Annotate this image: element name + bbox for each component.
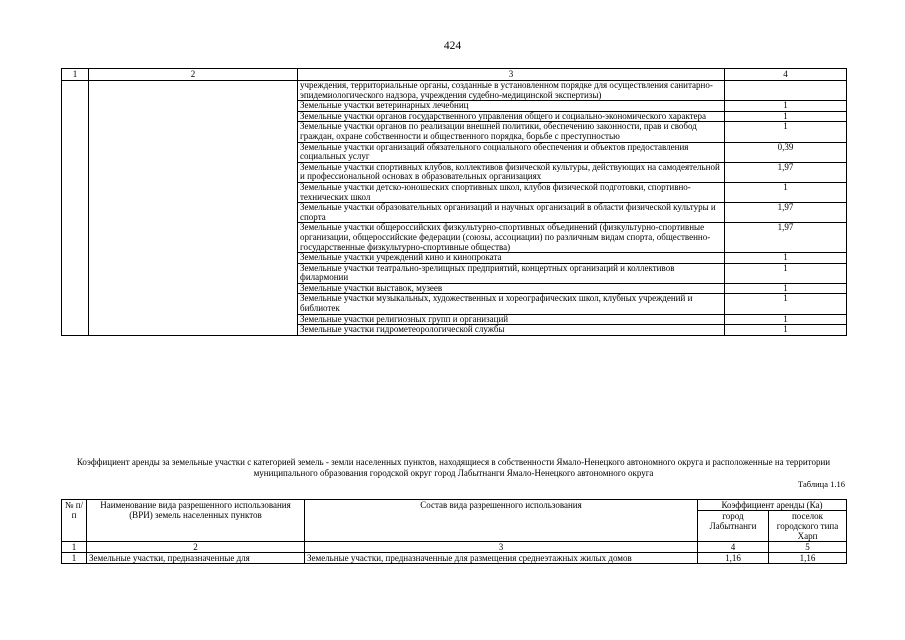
row-coefficient: 1,97	[725, 203, 847, 223]
row-vri-composition: Земельные участки выставок, музеев	[298, 283, 725, 294]
row-coefficient: 0,39	[725, 142, 847, 162]
row-number-cell	[62, 101, 89, 112]
column-number-1: 1	[62, 69, 89, 81]
column-number-5: 5	[769, 542, 847, 553]
row-vri-name-cell	[89, 203, 298, 223]
row-coefficient: 1	[725, 253, 847, 264]
row-coefficient: 1	[725, 182, 847, 202]
table-row	[62, 263, 847, 283]
row-vri-composition: Земельные участки органов государственного управления общего и социально-экономического характера	[298, 111, 725, 122]
header-village: поселок городского типа Харп	[769, 511, 847, 542]
column-number-2: 2	[89, 69, 298, 81]
row-coefficient: 1	[725, 111, 847, 122]
row-number-cell	[62, 203, 89, 223]
row-vri-composition: Земельные участки органов по реализации внешней политики, обеспечению законности, прав и свобод граждан, охране собственности и общественного порядка, борьбе с преступностью	[298, 122, 725, 142]
row-number-cell	[62, 111, 89, 122]
coefficient-table-continued	[61, 68, 847, 336]
column-numbers-row	[62, 542, 847, 553]
row-number-cell	[62, 142, 89, 162]
row-coefficient: 1	[725, 283, 847, 294]
row-number-cell	[62, 325, 89, 336]
row-vri-name-cell	[89, 283, 298, 294]
header-coefficient: Коэффициент аренды (Ка)	[698, 500, 847, 511]
row-vri-name-cell	[89, 122, 298, 142]
table-header-row	[62, 69, 847, 81]
table-row	[62, 203, 847, 223]
table-row	[62, 122, 847, 142]
header-city: город Лабытнанги	[698, 511, 769, 542]
column-number-1: 1	[62, 542, 87, 553]
row-coefficient: 1	[725, 122, 847, 142]
row-number-cell	[62, 223, 89, 253]
row-vri-name-cell	[89, 142, 298, 162]
row-coefficient	[725, 81, 847, 101]
table-row	[62, 553, 847, 564]
column-number-4: 4	[725, 69, 847, 81]
row-vri-composition: Земельные участки религиозных групп и организаций	[298, 314, 725, 325]
table-caption: Коэффициент аренды за земельные участки с категорией земель - земли населенных пунктов, находящиеся в собственности Ямало-Ненецкого автономного округа и расположенные на территории муниципального образования городской округ город Лабытнанги Ямало-Ненецкого автономного округа	[76, 457, 831, 478]
row-vri-name-cell	[89, 294, 298, 314]
row-vri-composition: Земельные участки общероссийских физкультурно-спортивных объединений (физкультурно-спортивные организации, общероссийские федерации (союзы, ассоциации) по различным видам спорта, общественно-государственные физкультурно-спортивные общества)	[298, 223, 725, 253]
table-label: Таблица 1.16	[798, 479, 845, 489]
row-number-cell	[62, 314, 89, 325]
row-vri-composition: Земельные участки гидрометеорологической службы	[298, 325, 725, 336]
row-vri-composition: Земельные участки ветеринарных лечебниц	[298, 101, 725, 112]
row-coefficient: 1	[725, 101, 847, 112]
table-row	[62, 162, 847, 182]
row-number: 1	[62, 553, 87, 564]
page-number: 424	[443, 40, 462, 52]
table-header-row	[62, 500, 847, 511]
table-row	[62, 314, 847, 325]
row-vri-name: Земельные участки, предназначенные для	[87, 553, 305, 564]
row-vri-name-cell	[89, 223, 298, 253]
header-vri-name: Наименование вида разрешенного использования (ВРИ) земель населенных пунктов	[87, 500, 305, 542]
row-vri-name-cell	[89, 101, 298, 112]
row-vri-name-cell	[89, 162, 298, 182]
row-number-cell	[62, 162, 89, 182]
coefficient-table-1-16	[61, 499, 847, 564]
column-number-3: 3	[298, 69, 725, 81]
row-vri-name-cell	[89, 325, 298, 336]
row-vri-composition: Земельные участки, предназначенные для размещения среднеэтажных жилых домов	[305, 553, 698, 564]
row-coefficient: 1,97	[725, 223, 847, 253]
row-vri-composition: Земельные участки театрально-зрелищных предприятий, концертных организаций и коллективов филармонии	[298, 263, 725, 283]
table-row	[62, 294, 847, 314]
row-number-cell	[62, 263, 89, 283]
header-vri-composition: Состав вида разрешенного использования	[305, 500, 698, 542]
table-row	[62, 142, 847, 162]
column-number-4: 4	[698, 542, 769, 553]
row-vri-composition: Земельные участки музыкальных, художественных и хореографических школ, клубных учреждений и библиотек	[298, 294, 725, 314]
row-vri-composition: Земельные участки спортивных клубов, коллективов физической культуры, действующих на самодеятельной и профессиональной основах в образовательных организациях	[298, 162, 725, 182]
row-vri-name-cell	[89, 253, 298, 264]
row-vri-name-cell	[89, 263, 298, 283]
row-vri-composition: Земельные участки учреждений кино и кинопроката	[298, 253, 725, 264]
row-vri-composition: Земельные участки образовательных организаций и научных организаций в области физической культуры и спорта	[298, 203, 725, 223]
table-row	[62, 283, 847, 294]
column-number-2: 2	[87, 542, 305, 553]
header-number: № п/п	[62, 500, 87, 542]
row-vri-composition: Земельные участки организаций обязательного социального обеспечения и объектов предоставления социальных услуг	[298, 142, 725, 162]
row-city-coefficient: 1,16	[698, 553, 769, 564]
row-village-coefficient: 1,16	[769, 553, 847, 564]
table-row	[62, 101, 847, 112]
table-row	[62, 325, 847, 336]
row-coefficient: 1	[725, 263, 847, 283]
table-row	[62, 182, 847, 202]
row-vri-composition: Земельные участки детско-юношеских спортивных школ, клубов физической подготовки, спортивно-технических школ	[298, 182, 725, 202]
row-vri-composition: учреждения, территориальные органы, созданные в установленном порядке для осуществления санитарно-эпидемиологического надзора, учреждения судебно-медицинской экспертизы)	[298, 81, 725, 101]
row-coefficient: 1	[725, 294, 847, 314]
row-number-cell	[62, 122, 89, 142]
row-number-cell	[62, 283, 89, 294]
row-number-cell	[62, 294, 89, 314]
table-row	[62, 111, 847, 122]
table-row	[62, 223, 847, 253]
row-number-cell	[62, 182, 89, 202]
row-coefficient: 1	[725, 325, 847, 336]
row-coefficient: 1,97	[725, 162, 847, 182]
row-number-cell	[62, 81, 89, 101]
table-row	[62, 253, 847, 264]
column-number-3: 3	[305, 542, 698, 553]
row-number-cell	[62, 253, 89, 264]
table-row	[62, 81, 847, 101]
row-vri-name-cell	[89, 314, 298, 325]
row-vri-name-cell	[89, 111, 298, 122]
row-vri-name-cell	[89, 81, 298, 101]
row-vri-name-cell	[89, 182, 298, 202]
row-coefficient: 1	[725, 314, 847, 325]
